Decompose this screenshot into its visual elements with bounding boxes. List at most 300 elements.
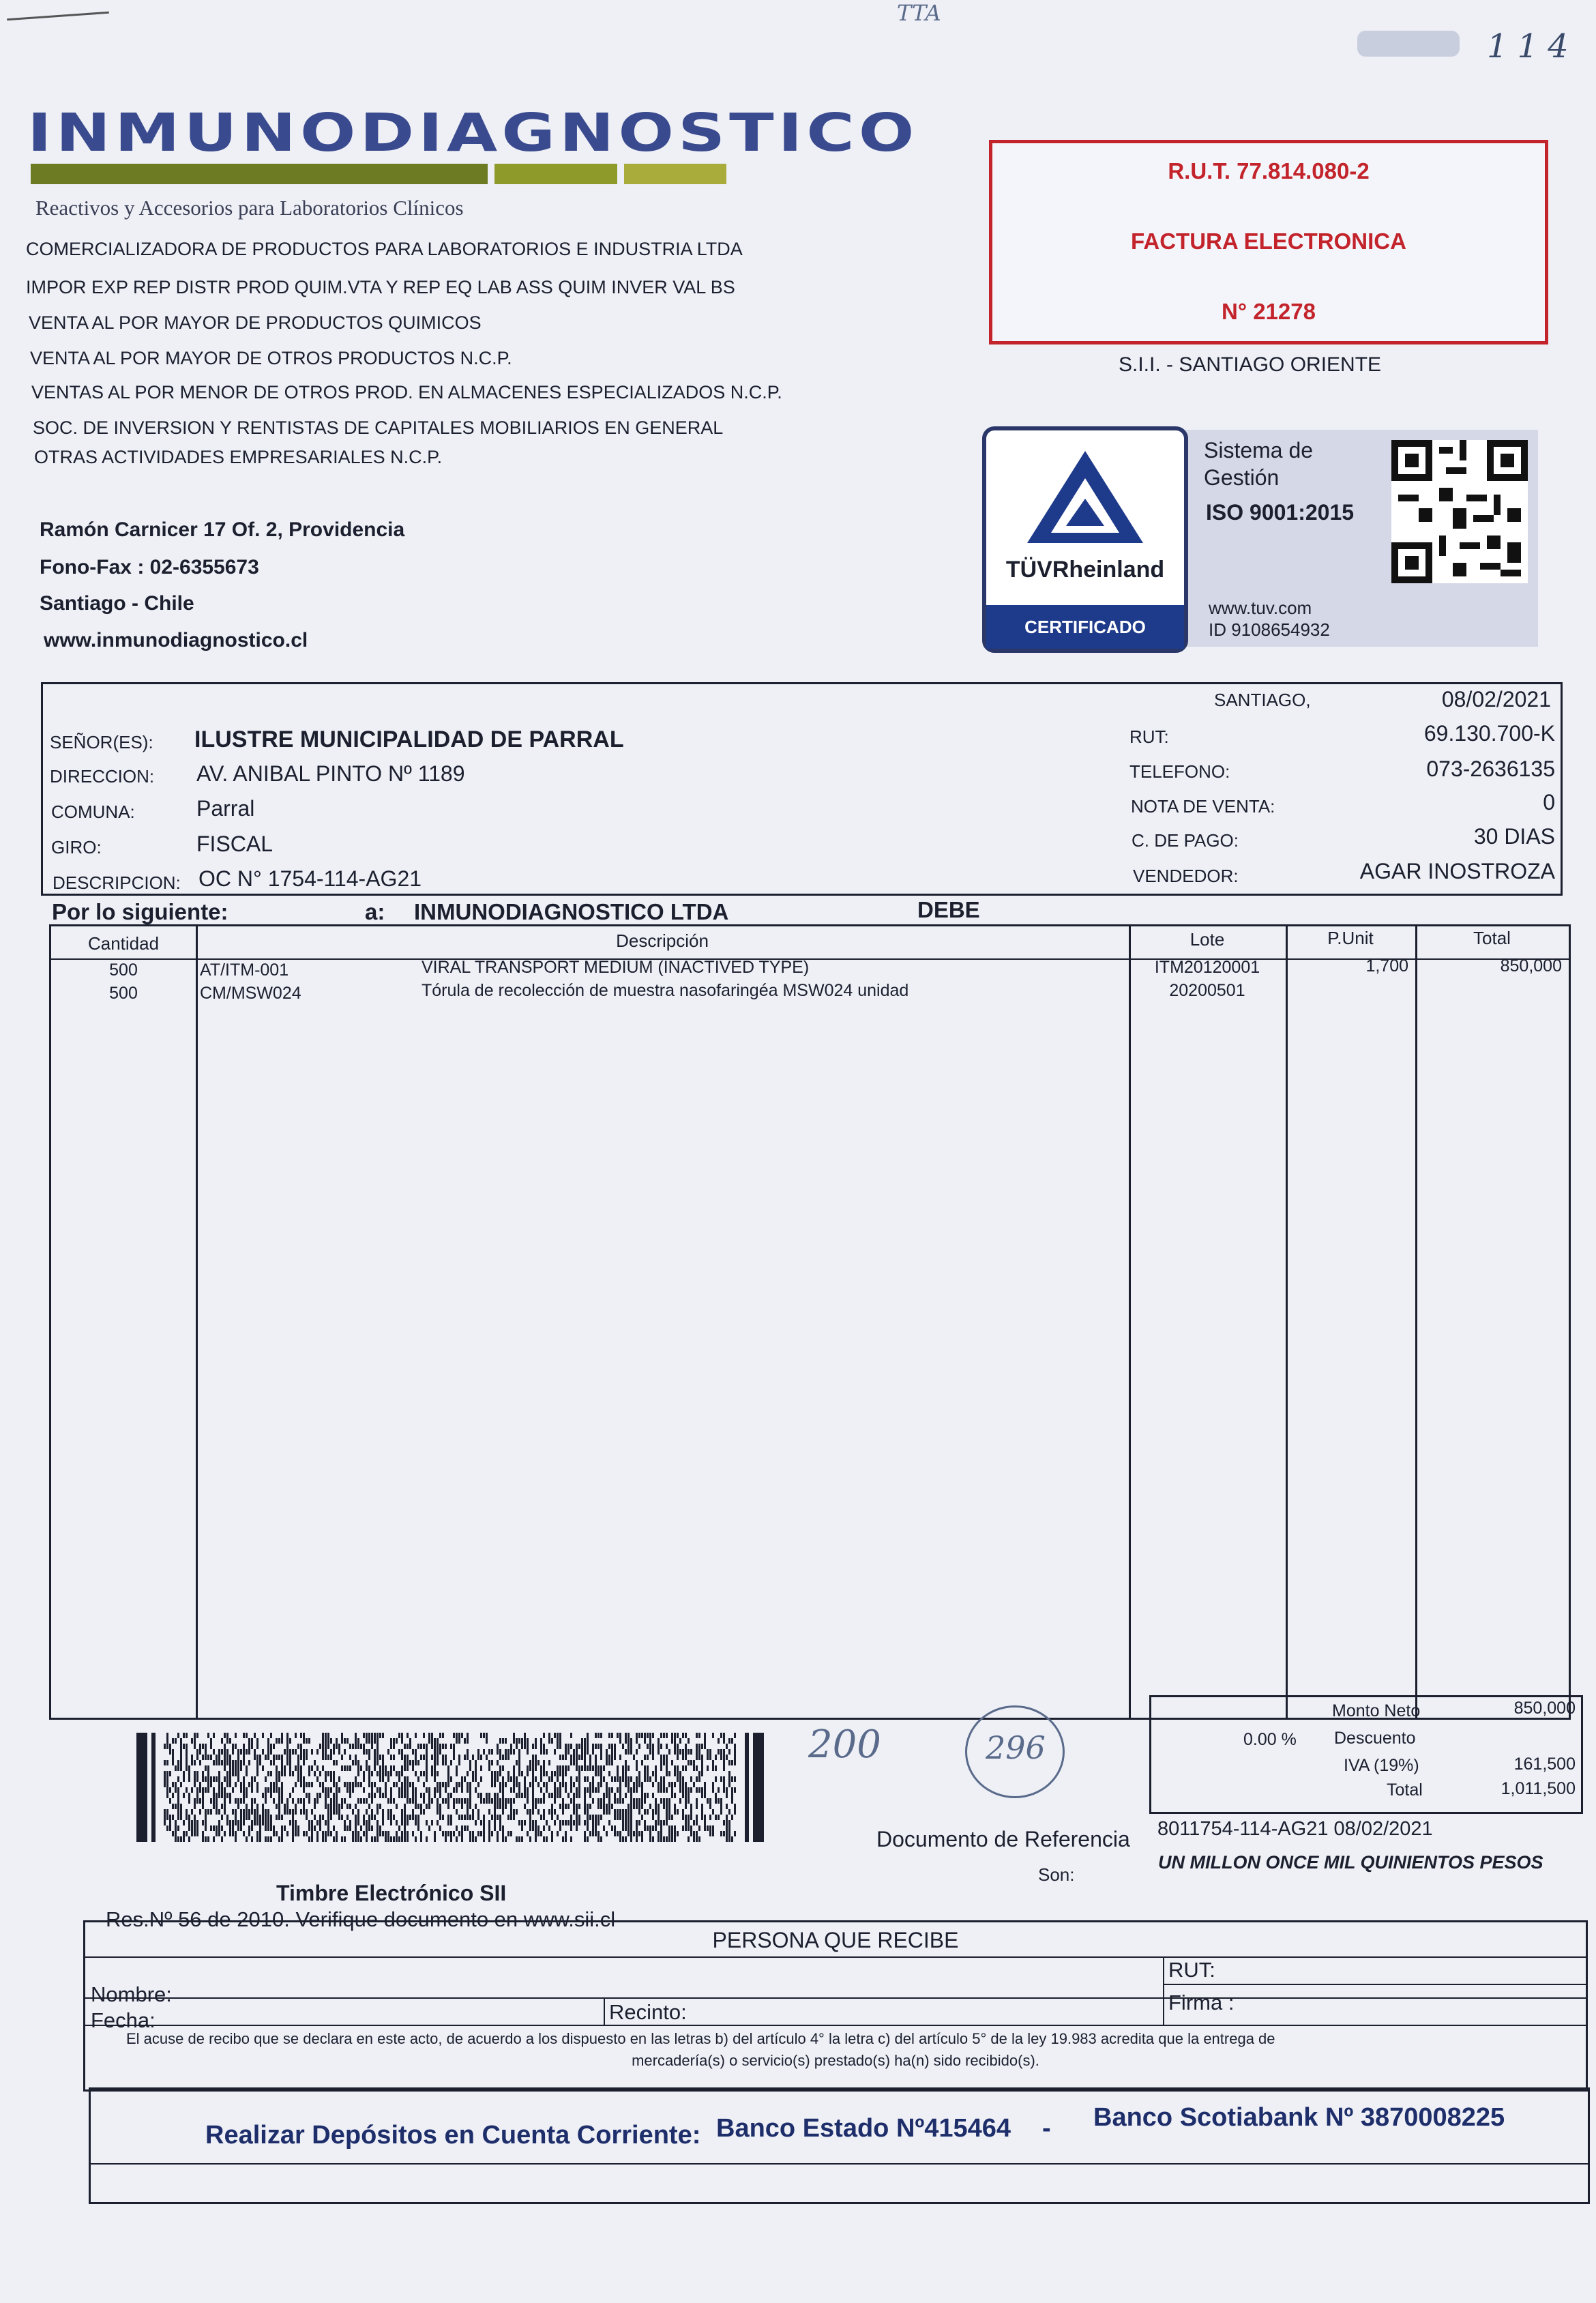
barcode-module [677,1749,679,1755]
barcode-module [688,1825,690,1831]
barcode-module [183,1771,185,1776]
barcode-module [352,1744,354,1749]
barcode-module [627,1782,630,1787]
barcode-module [221,1836,223,1842]
barcode-module [382,1809,384,1815]
barcode-module [376,1836,379,1842]
barcode-module [488,1831,490,1836]
barcode-module [597,1787,600,1793]
barcode-module [426,1836,428,1842]
barcode-module [210,1809,212,1815]
barcode-module [655,1809,657,1815]
barcode-module [584,1765,586,1771]
client-descripcion: OC N° 1754-114-AG21 [198,866,422,891]
iva-label: IVA (19%) [1344,1756,1419,1775]
barcode-module [663,1836,665,1842]
barcode-module [668,1798,670,1804]
barcode-module [535,1738,537,1744]
barcode-module [537,1760,540,1765]
barcode-module [442,1744,444,1749]
barcode-module [497,1771,499,1776]
barcode-module [382,1820,384,1825]
barcode-module [213,1836,215,1842]
barcode-module [169,1771,171,1776]
barcode-module [216,1793,218,1798]
barcode-module [690,1825,692,1831]
barcode-module [666,1771,668,1776]
barcode-module [731,1793,733,1798]
barcode-module [535,1804,537,1809]
barcode-module [415,1798,417,1804]
barcode-module [728,1820,730,1825]
barcode-module [248,1815,250,1820]
barcode-module [426,1760,428,1765]
barcode-module [475,1776,477,1782]
barcode-module [186,1765,188,1771]
barcode-module [592,1782,594,1787]
barcode-module [513,1738,515,1744]
barcode-module [278,1804,280,1809]
barcode-module [622,1836,624,1842]
barcode-module [232,1820,234,1825]
barcode-module [502,1755,504,1760]
barcode-module [276,1765,278,1771]
barcode-module [232,1760,234,1765]
barcode-module [276,1815,278,1820]
firma-field[interactable]: Firma : [1168,1991,1235,2014]
barcode-module [554,1771,556,1776]
giro-label: GIRO: [51,837,102,857]
barcode-module [513,1749,515,1755]
barcode-module [428,1798,430,1804]
barcode-module [709,1749,711,1755]
barcode-module [368,1793,370,1798]
barcode-module [276,1776,278,1782]
qr-code-icon [1391,440,1528,583]
barcode-module [682,1793,684,1798]
barcode-module [385,1771,387,1776]
row-lote: 20200501 [1169,981,1245,1000]
barcode-module [668,1831,670,1836]
barcode-module [303,1782,305,1787]
barcode-module [513,1771,515,1776]
barcode-module [502,1776,504,1782]
barcode-module [587,1738,589,1744]
barcode-module [390,1798,392,1804]
barcode-module [199,1749,201,1755]
barcode-module [401,1749,403,1755]
barcode-module [426,1755,428,1760]
barcode-module [600,1765,602,1771]
barcode-module [559,1825,561,1831]
barcode-module [412,1760,414,1765]
barcode-module [698,1733,700,1738]
barcode-module [606,1782,608,1787]
barcode-module [401,1733,403,1738]
barcode-module [330,1771,332,1776]
barcode-module [226,1820,228,1825]
barcode-module [447,1804,449,1809]
barcode-module [327,1771,329,1776]
barcode-module [426,1765,428,1771]
barcode-module [412,1749,414,1755]
barcode-module [573,1749,575,1755]
barcode-module [696,1820,698,1825]
barcode-module [363,1798,365,1804]
barcode-module [666,1733,668,1738]
barcode-module [589,1831,591,1836]
recinto-field[interactable]: Recinto: [609,2000,687,2024]
barcode-module [633,1798,635,1804]
barcode-module [226,1760,228,1765]
barcode-module [715,1755,717,1760]
barcode-module [172,1755,174,1760]
barcode-module [456,1836,458,1842]
barcode-module [439,1815,441,1820]
barcode-module [284,1809,286,1815]
barcode-module [551,1804,553,1809]
barcode-module [723,1776,725,1782]
barcode-module [527,1809,529,1815]
barcode-module [180,1809,182,1815]
total-label: Total [1387,1780,1423,1800]
barcode-module [447,1793,449,1798]
barcode-module [314,1804,316,1809]
barcode-module [188,1815,190,1820]
barcode-module [407,1760,409,1765]
barcode-module [625,1793,627,1798]
barcode-module [330,1809,332,1815]
barcode-module [259,1815,261,1820]
barcode-module [592,1776,594,1782]
iva-value: 161,500 [1513,1755,1576,1774]
barcode-module [218,1776,220,1782]
barcode-module [584,1760,586,1765]
barcode-module [630,1820,632,1825]
barcode-module [532,1782,534,1787]
barcode-module [398,1749,400,1755]
barcode-module [191,1760,193,1765]
barcode-module [562,1804,564,1809]
barcode-module [442,1782,444,1787]
barcode-module [194,1776,196,1782]
barcode-module [218,1749,220,1755]
deposit-bank-estado: Banco Estado Nº415464 [716,2114,1011,2143]
barcode-module [218,1825,220,1831]
barcode-module [728,1771,730,1776]
barcode-module [338,1809,340,1815]
barcode-module [617,1815,619,1820]
tuv-badge [982,426,1188,653]
barcode-module [172,1749,174,1755]
barcode-module [183,1793,185,1798]
barcode-module [475,1836,477,1842]
barcode-module [423,1809,425,1815]
barcode-module [166,1809,168,1815]
barcode-module [235,1765,237,1771]
barcode-module [306,1793,308,1798]
barcode-module [404,1765,406,1771]
descuento-label: Descuento [1334,1729,1416,1748]
barcode-module [701,1809,703,1815]
barcode-module [682,1755,684,1760]
barcode-module [284,1771,286,1776]
barcode-module [477,1809,479,1815]
barcode-module [246,1793,248,1798]
barcode-module [390,1765,392,1771]
barcode-module [660,1744,662,1749]
barcode-module [344,1836,346,1842]
barcode-module [619,1798,621,1804]
barcode-module [434,1749,436,1755]
barcode-module [701,1760,703,1765]
barcode-module [175,1825,177,1831]
barcode-module [467,1755,469,1760]
barcode-module [226,1755,228,1760]
barcode-module [617,1798,619,1804]
barcode-module [559,1765,561,1771]
barcode-module [355,1815,357,1820]
barcode-module [603,1804,605,1809]
barcode-module [614,1831,616,1836]
barcode-module [655,1776,657,1782]
barcode-module [486,1738,488,1744]
barcode-module [499,1771,501,1776]
barcode-module [636,1820,638,1825]
barcode-module [690,1804,692,1809]
barcode-module [674,1836,676,1842]
barcode-module [701,1771,703,1776]
barcode-module [570,1836,572,1842]
barcode-module [587,1749,589,1755]
barcode-module [368,1771,370,1776]
barcode-module [589,1782,591,1787]
barcode-module [527,1738,529,1744]
barcode-module [251,1782,253,1787]
total-value: 1,011,500 [1501,1779,1576,1798]
barcode-module [376,1760,379,1765]
barcode-module [363,1815,365,1820]
barcode-module [196,1798,198,1804]
barcode-module [237,1755,239,1760]
barcode-module [276,1782,278,1787]
barcode-module [567,1749,570,1755]
debe-label: DEBE [917,897,980,922]
barcode-module [701,1744,703,1749]
barcode-module [221,1782,223,1787]
barcode-module [608,1804,610,1809]
barcode-module [587,1820,589,1825]
barcode-module [194,1738,196,1744]
barcode-module [461,1782,463,1787]
barcode-module [475,1765,477,1771]
barcode-module [407,1793,409,1798]
barcode-module [407,1820,409,1825]
barcode-module [224,1793,226,1798]
page-reference: 114 [1487,27,1578,65]
barcode-module [344,1825,346,1831]
barcode-module [376,1820,379,1825]
barcode-module [502,1809,504,1815]
barcode-module [636,1836,638,1842]
barcode-module [652,1744,654,1749]
barcode-module [540,1765,542,1771]
barcode-module [682,1749,684,1755]
barcode-module [390,1815,392,1820]
barcode-module [674,1809,676,1815]
activity-line: SOC. DE INVERSION Y RENTISTAS DE CAPITALES MOBILIARIOS EN GENERAL [33,417,724,438]
barcode-module [218,1771,220,1776]
barcode-module [657,1787,660,1793]
barcode-module [505,1738,507,1744]
barcode-module [376,1804,379,1809]
barcode-module [346,1787,349,1793]
barcode-module [213,1749,215,1755]
barcode-module [535,1765,537,1771]
barcode-module [295,1804,297,1809]
barcode-module [226,1776,228,1782]
barcode-module [404,1793,406,1798]
barcode-module [265,1836,267,1842]
barcode-module [532,1825,534,1831]
barcode-module [698,1771,700,1776]
barcode-module [693,1820,695,1825]
barcode-module [638,1744,640,1749]
barcode-module [731,1776,733,1782]
barcode-module [565,1820,567,1825]
barcode-module [666,1809,668,1815]
barcode-module [625,1760,627,1765]
barcode-module [235,1733,237,1738]
barcode-module [374,1815,376,1820]
barcode-module [404,1776,406,1782]
barcode-module [611,1749,613,1755]
barcode-module [240,1749,242,1755]
nombre-field[interactable]: Nombre: [91,1982,172,2006]
barcode-module [592,1744,594,1749]
barcode-module [625,1765,627,1771]
barcode-module [693,1765,695,1771]
barcode-module [224,1798,226,1804]
barcode-module [589,1760,591,1765]
barcode-module [518,1749,520,1755]
barcode-module [578,1771,580,1776]
barcode-module [698,1825,700,1831]
barcode-module [434,1738,436,1744]
barcode-module [510,1831,512,1836]
barcode-module [557,1776,559,1782]
barcode-module [581,1755,583,1760]
legal-text: El acuse de recibo que se declara en este acto, de acuerdo a los dispuesto en las letras b) del artículo 4° la letra c) del artículo 5° de la ley 19.983 acredita que la entrega de [126,2030,1275,2047]
barcode-module [458,1782,460,1787]
rut-field[interactable]: RUT: [1168,1958,1215,1982]
cert-id: ID 9108654932 [1209,619,1330,640]
barcode-module [529,1782,531,1787]
barcode-module [663,1733,665,1738]
barcode-module [723,1755,725,1760]
barcode-module [649,1738,651,1744]
barcode-module [619,1776,621,1782]
barcode-module [205,1787,207,1793]
barcode-module [660,1820,662,1825]
barcode-module [297,1771,299,1776]
barcode-module [352,1782,354,1787]
barcode-module [674,1825,676,1831]
barcode-module [499,1787,501,1793]
barcode-module [196,1771,198,1776]
barcode-module [270,1820,272,1825]
barcode-module [289,1738,291,1744]
barcode-module [292,1831,294,1836]
barcode-module [308,1825,310,1831]
barcode-module [382,1815,384,1820]
barcode-module [644,1733,646,1738]
barcode-module [647,1765,649,1771]
barcode-module [647,1733,649,1738]
barcode-module [535,1776,537,1782]
barcode-module [412,1831,414,1836]
barcode-module [267,1825,269,1831]
barcode-module [671,1825,673,1831]
barcode-module [456,1798,458,1804]
barcode-module [216,1776,218,1782]
barcode-module [292,1825,294,1831]
barcode-module [666,1760,668,1765]
barcode-module [387,1831,389,1836]
barcode-module [415,1787,417,1793]
barcode-module [606,1760,608,1765]
barcode-module [518,1782,520,1787]
barcode-module [360,1765,362,1771]
barcode-module [423,1744,425,1749]
barcode-module [565,1782,567,1787]
barcode-module [355,1755,357,1760]
barcode-module [477,1815,479,1820]
barcode-module [330,1738,332,1744]
barcode-module [297,1776,299,1782]
barcode-module [336,1760,338,1765]
barcode-module [434,1744,436,1749]
barcode-module [336,1738,338,1744]
barcode-module [543,1771,545,1776]
barcode-module [256,1765,258,1771]
barcode-module [327,1738,329,1744]
barcode-module [712,1782,714,1787]
row-cantidad: 500 [109,960,138,980]
barcode-module [256,1771,258,1776]
barcode-module [720,1749,722,1755]
barcode-module [265,1755,267,1760]
barcode-module [229,1776,231,1782]
barcode-module [404,1825,406,1831]
barcode-module [674,1738,676,1744]
fecha-field[interactable]: Fecha: [91,2008,156,2032]
col-header-total: Total [1473,928,1511,948]
barcode-module [407,1755,409,1760]
barcode-module [671,1782,673,1787]
barcode-module [322,1738,324,1744]
barcode-module [336,1782,338,1787]
barcode-module [625,1820,627,1825]
barcode-module [668,1825,670,1831]
barcode-module [573,1782,575,1787]
receipt-box [83,1920,1588,2092]
barcode-module [267,1815,269,1820]
barcode-module [502,1798,504,1804]
barcode-module [614,1809,616,1815]
barcode-module [562,1836,564,1842]
barcode-module [461,1798,463,1804]
